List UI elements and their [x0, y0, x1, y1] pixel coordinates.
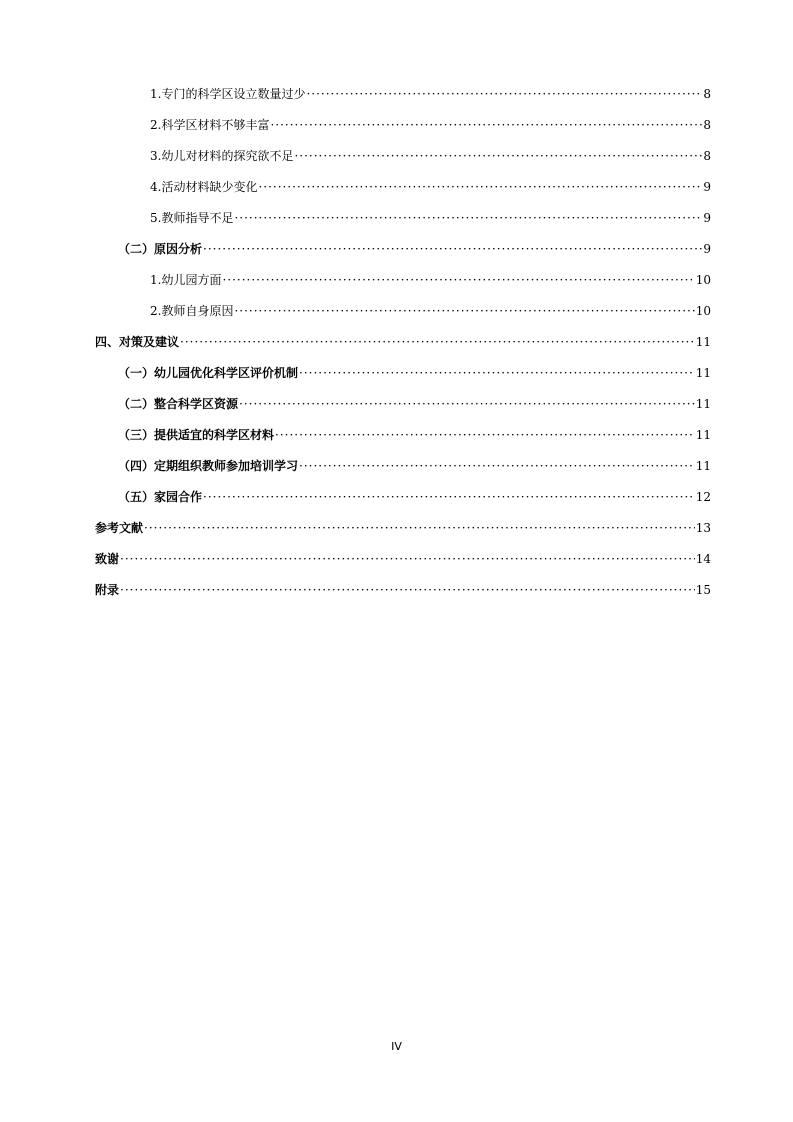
toc-entry-label: 1.专门的科学区设立数量过少: [150, 87, 306, 101]
toc-entry-label: 1.幼儿园方面: [150, 273, 222, 287]
toc-entry-page: 8: [703, 149, 711, 163]
toc-entry[interactable]: [150, 138, 711, 164]
toc-entry[interactable]: [95, 541, 711, 567]
toc-entry-page: 11: [695, 366, 711, 380]
toc-entry[interactable]: [150, 262, 711, 288]
toc-entry-label: 参考文献: [95, 521, 144, 535]
toc-entry-page: 10: [695, 304, 711, 318]
toc-entry[interactable]: [150, 107, 711, 133]
toc-entry-page: 11: [695, 428, 711, 442]
toc-entry-page: 9: [703, 211, 711, 225]
toc-entry-label: 致谢: [95, 552, 120, 566]
toc-entry-page: 11: [695, 459, 711, 473]
toc-entry[interactable]: [150, 200, 711, 226]
toc-entry-label: 2.教师自身原因: [150, 304, 234, 318]
toc-entry-page: 9: [703, 180, 711, 194]
page-number: IV: [391, 1040, 402, 1053]
toc-entry[interactable]: [95, 572, 711, 598]
toc-entry-page: 13: [695, 521, 711, 535]
toc-entry-label: （一）幼儿园优化科学区评价机制: [118, 366, 299, 380]
toc-entry[interactable]: [95, 324, 711, 350]
toc-entry-page: 12: [695, 490, 711, 504]
toc-entry-label: 2.科学区材料不够丰富: [150, 118, 270, 132]
toc-entry[interactable]: [118, 417, 711, 443]
toc-entry-page: 11: [695, 397, 711, 411]
toc-entry-page: 14: [695, 552, 711, 566]
toc-leader-dots: [144, 520, 695, 536]
toc-entry[interactable]: [118, 448, 711, 474]
toc-entry[interactable]: [150, 76, 711, 102]
toc-entry[interactable]: [150, 169, 711, 195]
toc-entry[interactable]: [118, 479, 711, 505]
toc-entry-label: （五）家园合作: [118, 490, 203, 504]
toc-leader-dots: [306, 86, 702, 102]
toc-leader-dots: [120, 582, 695, 598]
toc-entry-label: （二）原因分析: [118, 242, 203, 256]
toc-leader-dots: [270, 117, 702, 133]
toc-entry-label: 5.教师指导不足: [150, 211, 234, 225]
toc-leader-dots: [203, 241, 702, 257]
toc-entry[interactable]: [150, 293, 711, 319]
toc-entry[interactable]: [118, 355, 711, 381]
toc-leader-dots: [222, 272, 694, 288]
toc-entry-label: 四、对策及建议: [95, 335, 180, 349]
toc-leader-dots: [234, 210, 702, 226]
toc-leader-dots: [299, 365, 695, 381]
toc-leader-dots: [294, 148, 702, 164]
toc-entry-page: 8: [703, 118, 711, 132]
toc-entry-label: （二）整合科学区资源: [118, 397, 239, 411]
toc-entry-page: 8: [703, 87, 711, 101]
toc-entry[interactable]: [118, 231, 711, 257]
toc-leader-dots: [258, 179, 702, 195]
toc-entry-page: 10: [695, 273, 711, 287]
toc-leader-dots: [120, 551, 695, 567]
toc-entry[interactable]: [95, 510, 711, 536]
toc-leader-dots: [239, 396, 695, 412]
toc-entry-label: 3.幼儿对材料的探究欲不足: [150, 149, 294, 163]
toc-leader-dots: [180, 334, 695, 350]
toc-entry-label: 4.活动材料缺少变化: [150, 180, 258, 194]
toc-leader-dots: [234, 303, 694, 319]
toc-leader-dots: [275, 427, 695, 443]
toc-entry-label: （三）提供适宜的科学区材料: [118, 428, 275, 442]
toc-leader-dots: [299, 458, 695, 474]
toc-entry[interactable]: [118, 386, 711, 412]
toc-entry-page: 15: [695, 583, 711, 597]
toc-entry-page: 9: [703, 242, 711, 256]
toc-leader-dots: [203, 489, 695, 505]
toc-entry-page: 11: [695, 335, 711, 349]
toc-entry-label: （四）定期组织教师参加培训学习: [118, 459, 299, 473]
toc-entry-label: 附录: [95, 583, 120, 597]
